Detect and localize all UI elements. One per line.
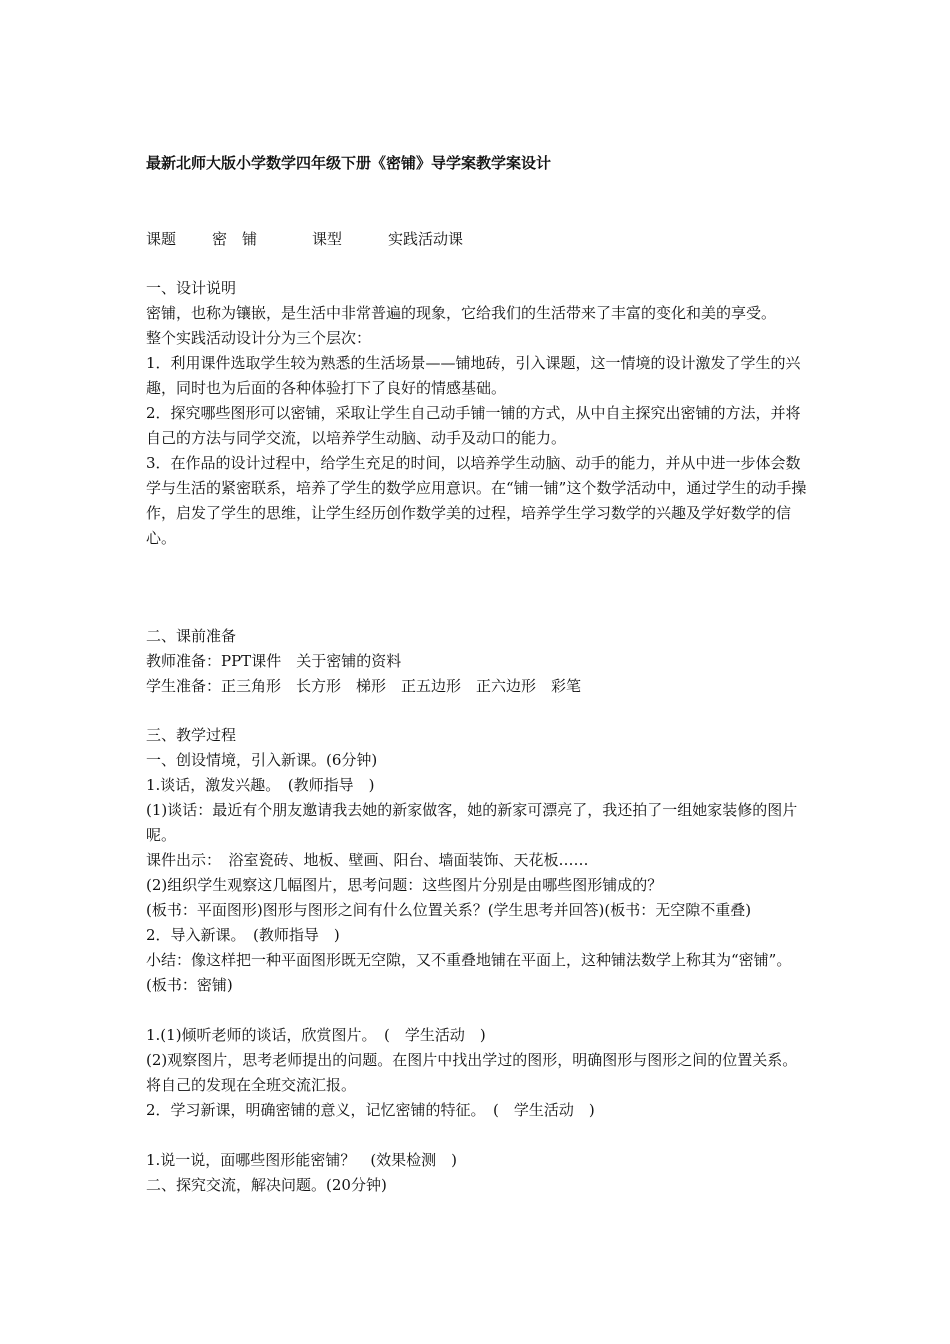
section-heading: 二、课前准备 bbox=[146, 627, 237, 645]
paragraph: 整个实践活动设计分为三个层次： bbox=[146, 329, 372, 347]
type-value: 实践活动课 bbox=[388, 230, 464, 248]
paragraph: 1.谈话，激发兴趣。 (教师指导 ) bbox=[146, 776, 375, 794]
paragraph: 3．在作品的设计过程中，给学生充足的时间，以培养学生动脑、动手的能力，并从中进一步体会数学与生活的紧密联系，培养了学生的数学应用意识。在“铺一铺”这个数学活动中，通过学生的动手操作，启发了学生的思维，让学生经历创作数学美的过程，培养学生学习数学的兴趣及学好数学的信心。 bbox=[146, 454, 807, 547]
paragraph: 2．探究哪些图形可以密铺，采取让学生自己动手铺一铺的方式，从中自主探究出密铺的方法，并将自己的方法与同学交流，以培养学生动脑、动手及动口的能力。 bbox=[146, 404, 801, 447]
paragraph: 小结：像这样把一种平面图形既无空隙，又不重叠地铺在平面上，这种铺法数学上称其为“密铺”。(板书：密铺) bbox=[146, 951, 792, 994]
design-section bbox=[146, 276, 812, 551]
paragraph: 密铺，也称为镶嵌，是生活中非常普遍的现象，它给我们的生活带来了丰富的变化和美的享受。 bbox=[146, 304, 777, 322]
paragraph: 课件出示： 浴室瓷砖、地板、壁画、阳台、墙面装饰、天花板…… bbox=[146, 851, 589, 869]
spacer bbox=[146, 998, 812, 1023]
teacher-prep: 教师准备：PPT课件 关于密铺的资料 bbox=[146, 652, 402, 670]
spacer bbox=[146, 1123, 812, 1148]
paragraph: (2)组织学生观察这几幅图片，思考问题：这些图片分别是由哪些图形铺成的？ bbox=[146, 876, 663, 894]
paragraph: (1)谈话：最近有个朋友邀请我去她的新家做客，她的新家可漂亮了，我还拍了一组她家装修的图片呢。 bbox=[146, 801, 798, 844]
paragraph: 2．学习新课，明确密铺的意义，记忆密铺的特征。 ( 学生活动 ) bbox=[146, 1101, 595, 1119]
section-heading: 三、教学过程 bbox=[146, 726, 237, 744]
section-heading: 一、设计说明 bbox=[146, 279, 237, 297]
paragraph: (板书：平面图形)图形与图形之间有什么位置关系？(学生思考并回答)(板书：无空隙不重叠) bbox=[146, 901, 752, 919]
paragraph: 1.说一说，面哪些图形能密铺？ (效果检测 ) bbox=[146, 1151, 458, 1169]
paragraph: 二、探究交流，解决问题。(20分钟) bbox=[146, 1176, 387, 1194]
document-title: 最新北师大版小学数学四年级下册《密铺》导学案教学案设计 bbox=[146, 154, 552, 172]
paragraph: 2．导入新课。 (教师指导 ) bbox=[146, 926, 340, 944]
process-section bbox=[146, 723, 812, 1198]
type-label: 课型 bbox=[312, 230, 343, 248]
course-info-row bbox=[146, 228, 463, 250]
paragraph: 一、创设情境，引入新课。(6分钟) bbox=[146, 751, 378, 769]
student-prep: 学生准备：正三角形 长方形 梯形 正五边形 正六边形 彩笔 bbox=[146, 677, 582, 695]
prep-section bbox=[146, 624, 812, 699]
subject-label: 课题 bbox=[146, 230, 177, 248]
paragraph: 1.(1)倾听老师的谈话，欣赏图片。 ( 学生活动 ) bbox=[146, 1026, 486, 1044]
subject-value: 密 铺 bbox=[212, 230, 258, 248]
paragraph: (2)观察图片，思考老师提出的问题。在图片中找出学过的图形，明确图形与图形之间的位置关系。将自己的发现在全班交流汇报。 bbox=[146, 1051, 798, 1094]
paragraph: 1．利用课件选取学生较为熟悉的生活场景——铺地砖，引入课题，这一情境的设计激发了学生的兴趣，同时也为后面的各种体验打下了良好的情感基础。 bbox=[146, 354, 801, 397]
